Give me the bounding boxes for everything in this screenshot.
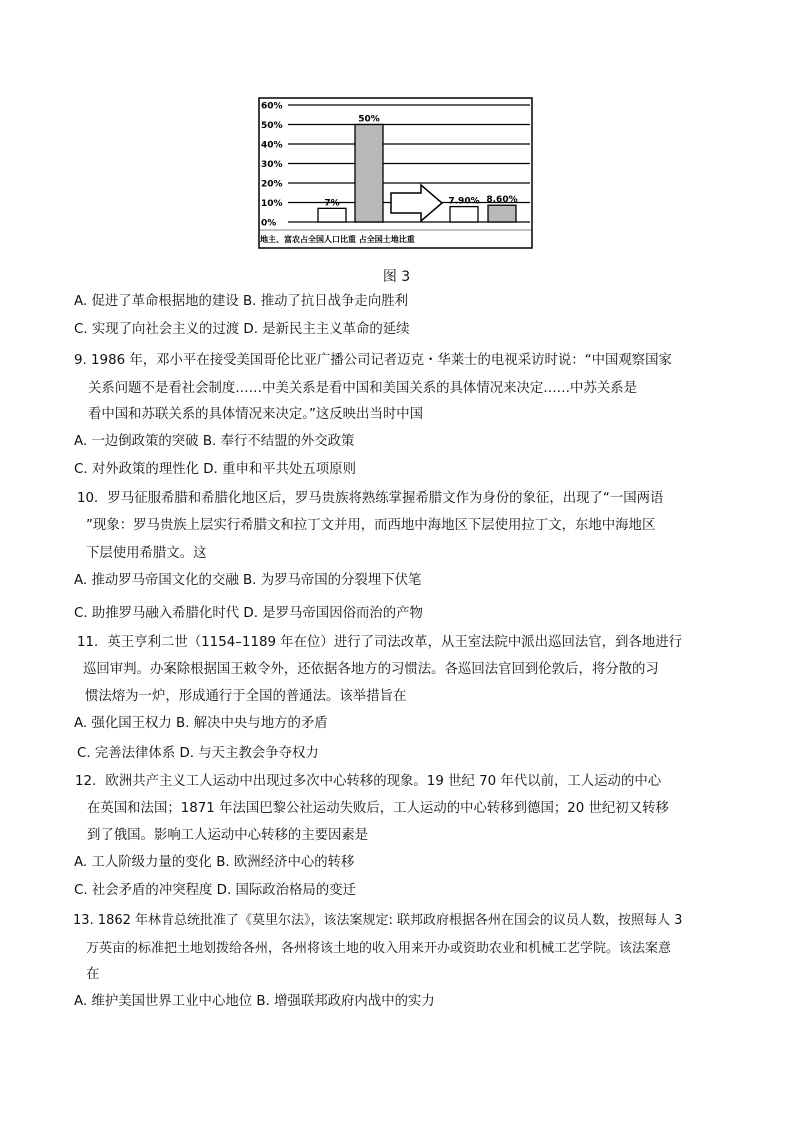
q10-options-cd: C. 助推罗马融入希腊化时代 D. 是罗马帝国因俗而治的产物: [74, 606, 423, 621]
q11-stem-line1: 11．英王亨利二世（1154–1189 年在位）进行了司法改革，从王室法院中派出巡回法官，到各地进行: [77, 635, 682, 650]
y-tick-label: 20%: [261, 179, 283, 190]
land-distribution-chart: [258, 97, 533, 249]
q9-stem-line1: 9. 1986 年，邓小平在接受美国哥伦比亚广播公司记者迈克・华莱士的电视采访时说：“中国观察国家: [74, 353, 672, 368]
figure-caption: 图 3: [382, 269, 411, 285]
q13-stem-line1: 13. 1862 年林肯总统批准了《莫里尔法》，该法案规定: 联邦政府根据各州在国会的议员人数，按照每人 3: [73, 913, 683, 928]
y-tick-label: 10%: [261, 199, 283, 209]
q11-options-ab: A. 强化国王权力 B. 解决中央与地方的矛盾: [74, 716, 328, 731]
q11-stem-line3: 惯法熔为一炉，形成通行于全国的普通法。该举措旨在: [85, 689, 407, 704]
q12-options-cd: C. 社会矛盾的冲突程度 D. 国际政治格局的变迁: [74, 883, 356, 898]
q13-options-ab: A. 维护美国世界工业中心地位 B. 增强联邦政府内战中的实力: [74, 994, 435, 1009]
bar: [355, 125, 383, 223]
q10-stem-line2: ”现象：罗马贵族上层实行希腊文和拉丁文并用，而西地中海地区下层使用拉丁文，东地中海地区: [86, 518, 656, 533]
q9-options-cd: C. 对外政策的理性化 D. 重申和平共处五项原则: [74, 462, 356, 477]
chart-frame: [259, 98, 532, 248]
q12-options-ab: A. 工人阶级力量的变化 B. 欧洲经济中心的转移: [74, 855, 355, 870]
q11-stem-line2: 巡回审判。办案除根据国王敕令外，还依据各地方的习惯法。各巡回法官回到伦敦后，将分散的习: [83, 662, 659, 677]
bar: [450, 207, 478, 222]
q9-options-ab: A. 一边倒政策的突破 B. 奉行不结盟的外交政策: [74, 434, 355, 449]
q12-stem-line2: 在英国和法国；1871 年法国巴黎公社运动失败后，工人运动的中心转移到德国；20 世纪初又转移: [87, 801, 669, 816]
q9-stem-line2: 关系问题不是看社会制度……中美关系是看中国和美国关系的具体情况来决定……中苏关系是: [88, 381, 638, 396]
q9-stem-line3: 看中国和苏联关系的具体情况来决定。”这反映出当时中国: [88, 407, 424, 422]
bar-value-label: 8.60%: [486, 195, 518, 206]
bar-value-label: 50%: [358, 114, 380, 125]
q10-stem-line1: 10．罗马征服希腊和希腊化地区后，罗马贵族将熟练掌握希腊文作为身份的象征，出现了“一国两语: [77, 491, 664, 506]
y-tick-label: 0%: [261, 218, 277, 229]
y-tick-label: 50%: [261, 121, 283, 131]
bar: [488, 205, 516, 222]
bar-value-label: 7.90%: [448, 196, 480, 207]
q8-options-ab: A. 促进了革命根据地的建设 B. 推动了抗日战争走向胜利: [74, 294, 408, 309]
y-tick-label: 60%: [261, 101, 283, 112]
q10-options-ab: A. 推动罗马帝国文化的交融 B. 为罗马帝国的分裂埋下伏笔: [74, 573, 422, 588]
bar: [318, 208, 346, 222]
q12-stem-line1: 12．欧洲共产主义工人运动中出现过多次中心转移的现象。19 世纪 70 年代以前，工人运动的中心: [75, 774, 662, 789]
y-tick-label: 40%: [261, 140, 283, 151]
q13-stem-line2: 万英亩的标准把土地划拨给各州，各州将该土地的收入用来开办或资助农业和机械工艺学院。该法案意: [86, 941, 672, 956]
q8-options-cd: C. 实现了向社会主义的过渡 D. 是新民主主义革命的延续: [74, 322, 410, 337]
q11-options-cd: C. 完善法律体系 D. 与天主教会争夺权力: [77, 746, 319, 761]
bar-value-label: 7%: [324, 198, 340, 209]
q10-stem-line3: 下层使用希腊文。这: [86, 546, 207, 561]
x-axis-label: 地主、富农占全国人口比重 占全国土地比重: [260, 235, 415, 244]
q13-stem-line3: 在: [86, 967, 100, 982]
chart-svg: [258, 97, 533, 249]
q12-stem-line3: 到了俄国。影响工人运动中心转移的主要因素是: [87, 828, 369, 843]
y-tick-label: 30%: [261, 160, 283, 170]
